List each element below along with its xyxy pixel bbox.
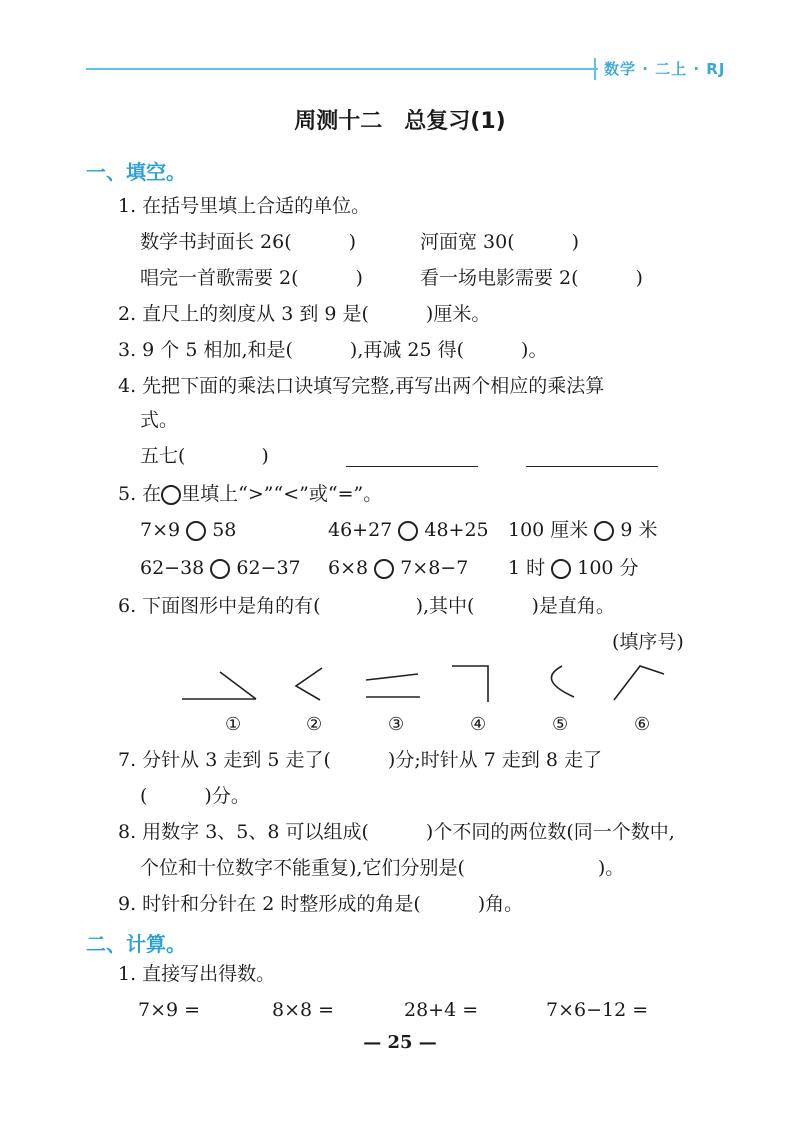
calc-item: 8×8 = — [272, 999, 335, 1021]
section-fill-blank: 一、填空。 — [86, 160, 186, 184]
header-rule-cap — [594, 58, 596, 80]
header-rule — [86, 68, 598, 70]
q7-line2: ( )分。 — [140, 785, 250, 807]
compare-circle[interactable] — [594, 521, 614, 541]
figure-label: ② — [306, 714, 323, 735]
q5-r2-c1 — [140, 556, 301, 580]
page-number: — 25 — — [363, 1032, 437, 1053]
q1-stem: 1. 在括号里填上合适的单位。 — [118, 195, 371, 217]
q7-line1: 7. 分针从 3 走到 5 走了( )分;时针从 7 走到 8 走了 — [118, 749, 603, 771]
figure-label: ⑤ — [552, 714, 569, 735]
compare-left: 62−38 — [140, 557, 205, 579]
q5-prefix: 5. 在 — [118, 483, 162, 505]
q5-r1-c3 — [508, 518, 658, 542]
q1-a: 数学书封面长 26( ) — [140, 231, 357, 253]
q5-r1-c1 — [140, 518, 236, 542]
q1-d: 看一场电影需要 2( ) — [420, 267, 643, 289]
q6-note: (填序号) — [612, 631, 684, 653]
compare-right: 9 米 — [620, 519, 658, 541]
page-title: 周测十二 总复习(1) — [294, 109, 506, 134]
answer-line-2 — [526, 466, 658, 467]
figure-3 — [366, 674, 420, 697]
q5-r1-c2 — [328, 518, 489, 542]
section-calculation: 二、计算。 — [86, 932, 186, 956]
figure-label: ① — [225, 714, 242, 735]
q4-item: 五七( ) — [140, 445, 269, 467]
q5-stem — [118, 482, 382, 506]
compare-left: 100 厘米 — [508, 519, 589, 541]
compare-circle[interactable] — [398, 521, 418, 541]
compare-circle[interactable] — [374, 559, 394, 579]
compare-right: 100 分 — [577, 557, 639, 579]
figure-1 — [182, 672, 256, 699]
calc-item: 7×6−12 = — [546, 999, 649, 1021]
q8-line1: 8. 用数字 3、5、8 可以组成( )个不同的两位数(同一个数中, — [118, 821, 675, 843]
figure-label: ③ — [388, 714, 405, 735]
compare-left: 7×9 — [140, 519, 181, 541]
figure-label: ⑥ — [634, 714, 651, 735]
compare-left: 46+27 — [328, 519, 393, 541]
q6-line1: 6. 下面图形中是角的有( ),其中( )是直角。 — [118, 595, 615, 617]
figure-label: ④ — [470, 714, 487, 735]
q4-line1: 4. 先把下面的乘法口诀填写完整,再写出两个相应的乘法算 — [118, 375, 605, 397]
compare-left: 1 时 — [508, 557, 546, 579]
circle-icon — [161, 485, 181, 505]
q1-c: 唱完一首歌需要 2( ) — [140, 267, 363, 289]
compare-circle[interactable] — [551, 559, 571, 579]
q5-r2-c3 — [508, 556, 639, 580]
compare-right: 58 — [212, 519, 237, 541]
q9: 9. 时针和分针在 2 时整形成的角是( )角。 — [118, 893, 524, 915]
compare-right: 62−37 — [236, 557, 301, 579]
q2: 2. 直尺上的刻度从 3 到 9 是( )厘米。 — [118, 303, 491, 325]
q3: 3. 9 个 5 相加,和是( ),再减 25 得( )。 — [118, 339, 548, 361]
figure-4 — [452, 666, 488, 702]
compare-right: 7×8−7 — [400, 557, 469, 579]
figure-5 — [551, 666, 574, 697]
calc-stem: 1. 直接写出得数。 — [118, 963, 276, 985]
compare-circle[interactable] — [210, 559, 230, 579]
angle-figures — [170, 660, 700, 710]
q5-r2-c2 — [328, 556, 468, 580]
figure-2 — [296, 668, 322, 700]
answer-line-1 — [346, 466, 478, 467]
calc-item: 7×9 = — [138, 999, 201, 1021]
q1-b: 河面宽 30( ) — [420, 231, 580, 253]
compare-circle[interactable] — [186, 521, 206, 541]
calc-item: 28+4 = — [404, 999, 479, 1021]
compare-right: 48+25 — [424, 519, 489, 541]
subject-tag: 数学 · 二上 · RJ — [604, 60, 726, 78]
q4-line2: 式。 — [140, 409, 179, 431]
compare-left: 6×8 — [328, 557, 369, 579]
q5-suffix: 里填上“>”“<”或“=”。 — [181, 483, 383, 505]
figure-6 — [614, 666, 664, 700]
q8-line2: 个位和十位数字不能重复),它们分别是( )。 — [140, 857, 625, 879]
